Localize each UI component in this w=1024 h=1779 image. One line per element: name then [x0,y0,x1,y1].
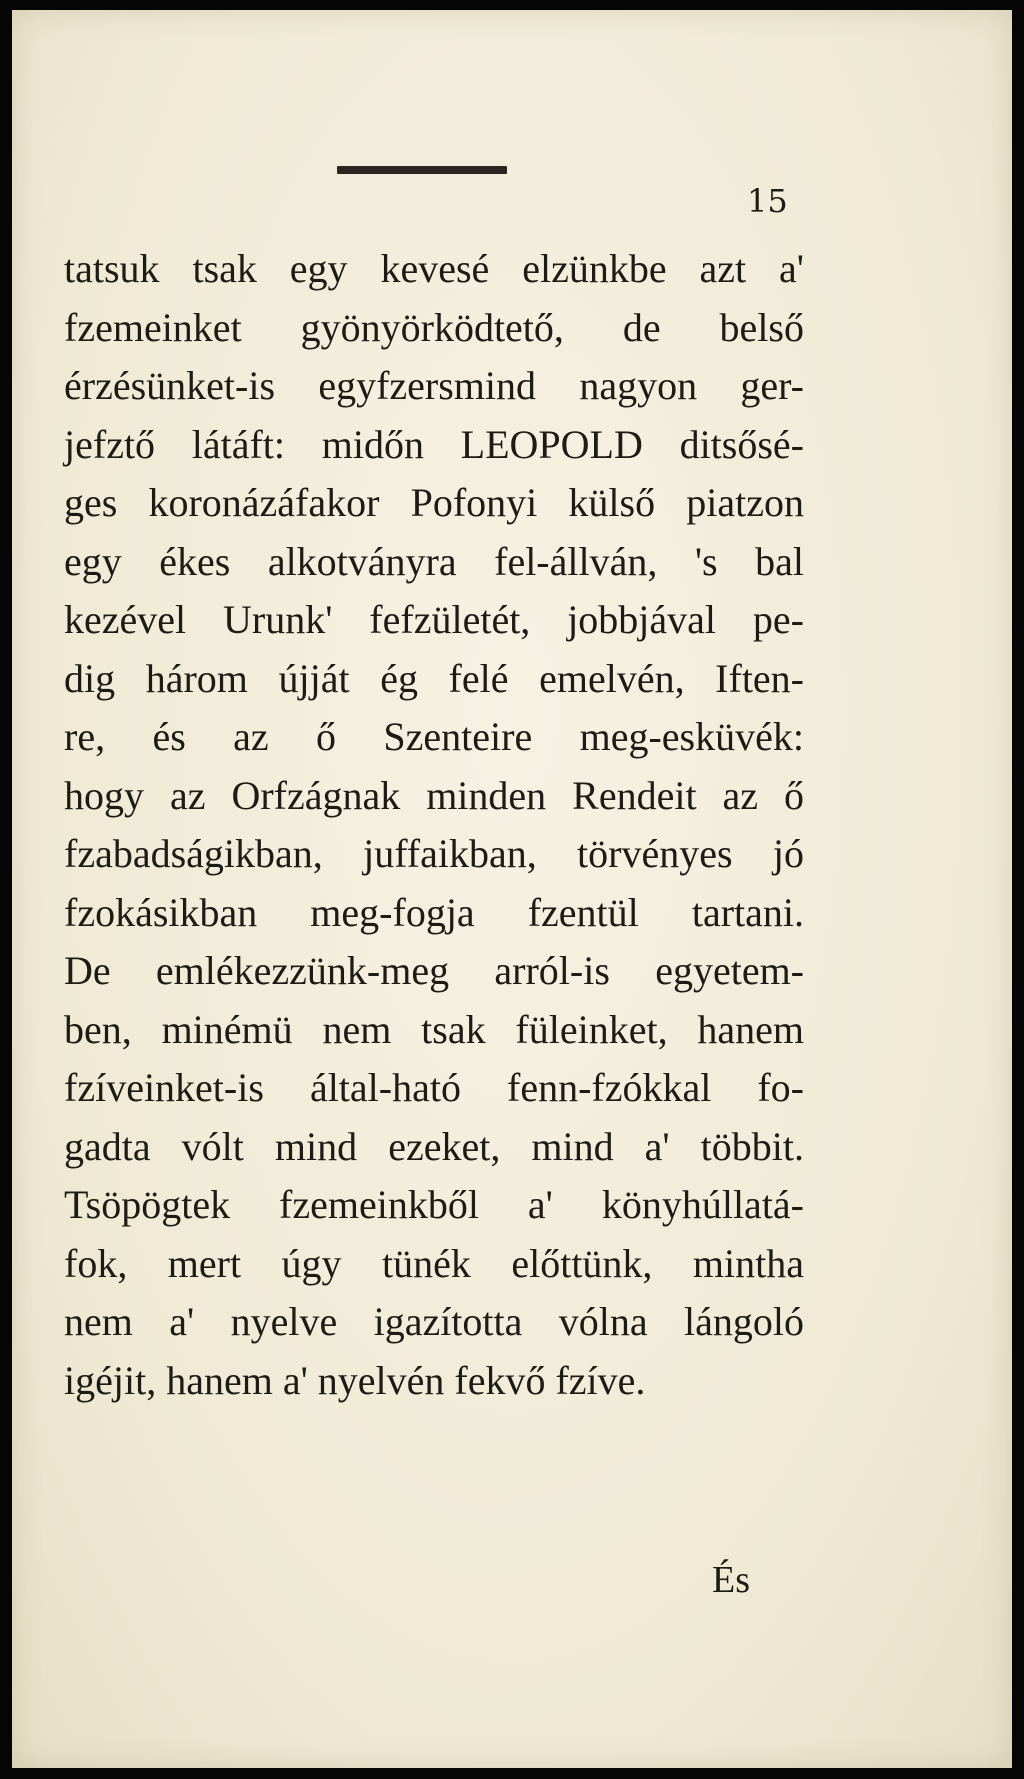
text-line: De emlékezzünk-meg arról-is egyetem- [64,948,804,993]
text-line: gadta vólt mind ezeket, mind a' többit. [64,1123,804,1169]
catchword: És [712,1559,750,1601]
text-line: re, és az ő Szenteire meg-esküvék: [64,714,804,759]
header-rule [337,166,507,174]
text-line: ges koronázáfakor Pofonyi külső piatzon [64,480,804,525]
text-line: fzokásikban meg-fogja fzentül tartani. [64,889,804,935]
text-line: ben, minémü nem tsak füleinket, hanem [64,1006,804,1052]
text-line: érzésünket-is egyfzersmind nagyon ger- [64,363,804,408]
text-line: fok, mert úgy tünék előttünk, mintha [64,1240,804,1286]
text-line: igéjit, hanem a' nyelvén fekvő fzíve. [64,1357,646,1403]
text-line: egy ékes alkotványra fel-állván, 's bal [64,538,804,584]
text-line: dig három újját ég felé emelvén, Iften- [64,655,804,701]
body-text [64,240,804,1410]
text-line: jefztő látáft: midőn LEOPOLD ditsősé- [64,421,804,467]
text-line: fzíveinket-is által-ható fenn-fzókkal fo- [64,1065,804,1110]
text-line: Tsöpögtek fzemeinkből a' könyhúllatá- [64,1182,804,1227]
text-line: fzabadságikban, juffaikban, törvényes jó [64,831,804,876]
text-line: fzemeinket gyönyörködtető, de belső [64,304,804,350]
text-line: hogy az Orfzágnak minden Rendeit az ő [64,772,804,818]
book-page [12,10,1012,1768]
text-line: nem a' nyelve igazította vólna lángoló [64,1299,804,1344]
text-line: tatsuk tsak egy kevesé elzünkbe azt a' [64,246,804,291]
text-line: kezével Urunk' fefzületét, jobbjával pe- [64,597,804,642]
page-number: 15 [747,182,788,220]
